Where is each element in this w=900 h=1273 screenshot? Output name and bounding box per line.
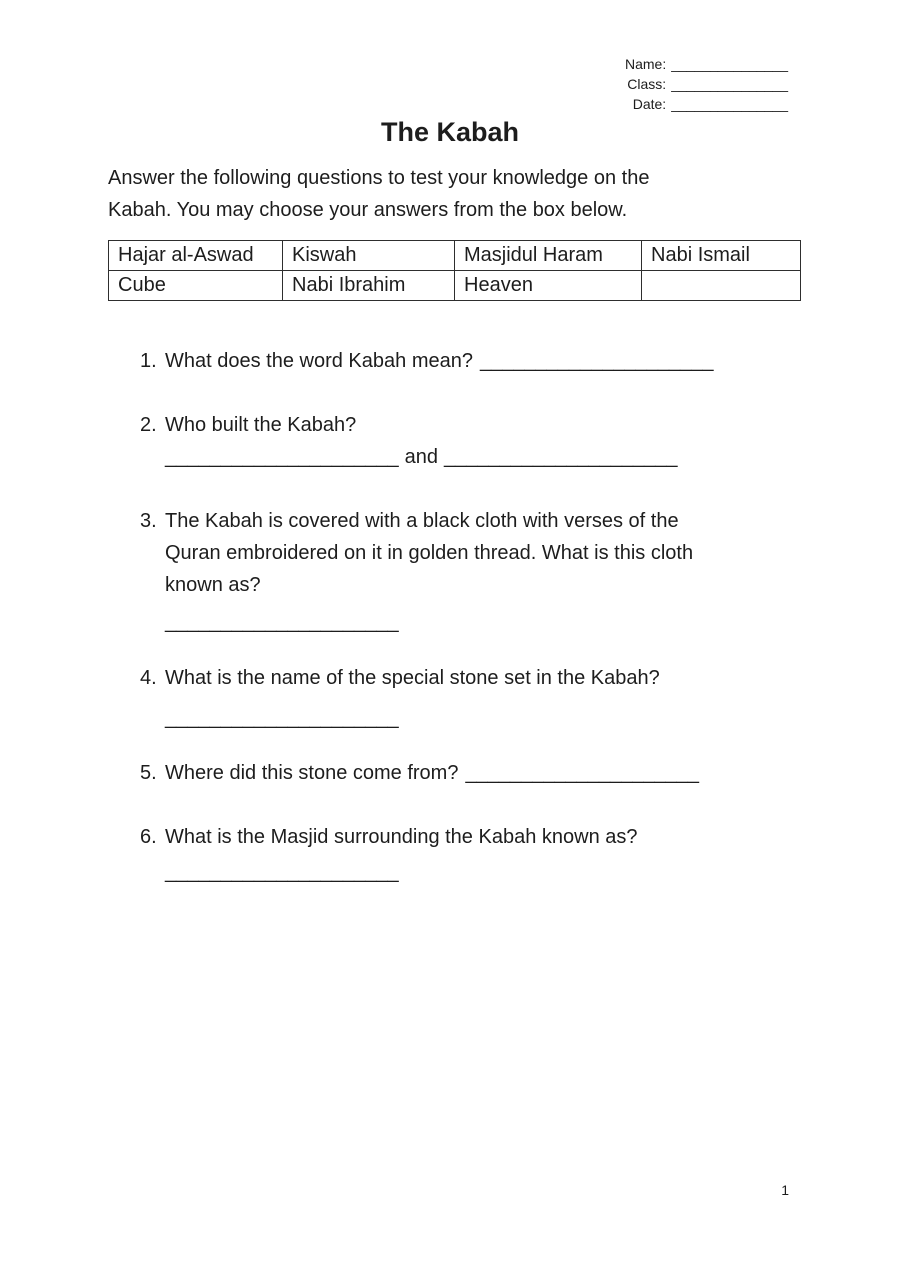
question-text: Who built the Kabah? [165,414,357,436]
question-number: 5. [140,762,157,784]
instructions-line-1: Answer the following questions to test your knowledge on the [108,167,650,189]
word-bank-table [108,240,801,301]
word-bank-cell: Nabi Ismail [642,241,801,271]
question-6 [140,821,714,888]
instructions-text [108,162,649,226]
question-text: Where did this stone come from? _____________________ [165,762,700,784]
word-bank-cell: Cube [109,271,283,301]
instructions-line-2: Kabah. You may choose your answers from the box below. [108,199,628,221]
date-label: Date: [632,96,667,112]
word-bank-cell: Kiswah [283,241,455,271]
class-label: Class: [627,76,667,92]
question-number: 2. [140,414,157,436]
word-bank-cell: Masjidul Haram [455,241,642,271]
date-blank-line[interactable]: _______________ [671,96,788,112]
word-bank-cell: Hajar al-Aswad [109,241,283,271]
answer-blank[interactable]: _____________________ [443,446,678,468]
class-blank-line[interactable]: _______________ [671,76,788,92]
answer-blank[interactable]: _____________________ [165,861,399,883]
question-text: Quran embroidered on it in golden thread. What is this cloth [165,542,694,564]
question-1 [140,345,714,377]
answer-blank[interactable]: _____________________ [165,611,399,633]
word-bank-cell: Heaven [455,271,642,301]
question-number: 3. [140,510,157,532]
question-text: What is the Masjid surrounding the Kabah known as? [165,826,638,848]
student-info-fields [625,54,788,114]
word-bank-row [109,271,801,301]
answer-blank[interactable]: _____________________ [165,707,399,729]
question-number: 6. [140,826,157,848]
date-field-row [625,94,788,114]
question-3 [140,505,714,638]
word-bank-cell [642,271,801,301]
word-bank-row [109,241,801,271]
question-text: The Kabah is covered with a black cloth with verses of the [165,510,679,532]
word-bank-cell: Nabi Ibrahim [283,271,455,301]
answer-blank[interactable]: _____________________ [165,446,399,468]
name-field-row [625,54,788,74]
question-text: known as? [165,574,261,596]
answer-line [165,441,678,473]
question-4 [140,662,714,734]
question-text: What is the name of the special stone set in the Kabah? [165,667,660,689]
name-label: Name: [624,56,667,72]
name-blank-line[interactable]: _______________ [671,56,788,72]
answer-blank[interactable]: _____________________ [479,350,714,372]
class-field-row [625,74,788,94]
question-text: What does the word Kabah mean? _____________________ [165,350,714,372]
question-5 [140,757,714,789]
answer-blank[interactable]: _____________________ [465,762,700,784]
connector-text: and [404,446,438,468]
question-number: 1. [140,350,157,372]
page-number: 1 [781,1182,789,1198]
question-2 [140,409,714,473]
questions-list [140,345,714,888]
worksheet-title: The Kabah [380,117,520,147]
question-number: 4. [140,667,157,689]
